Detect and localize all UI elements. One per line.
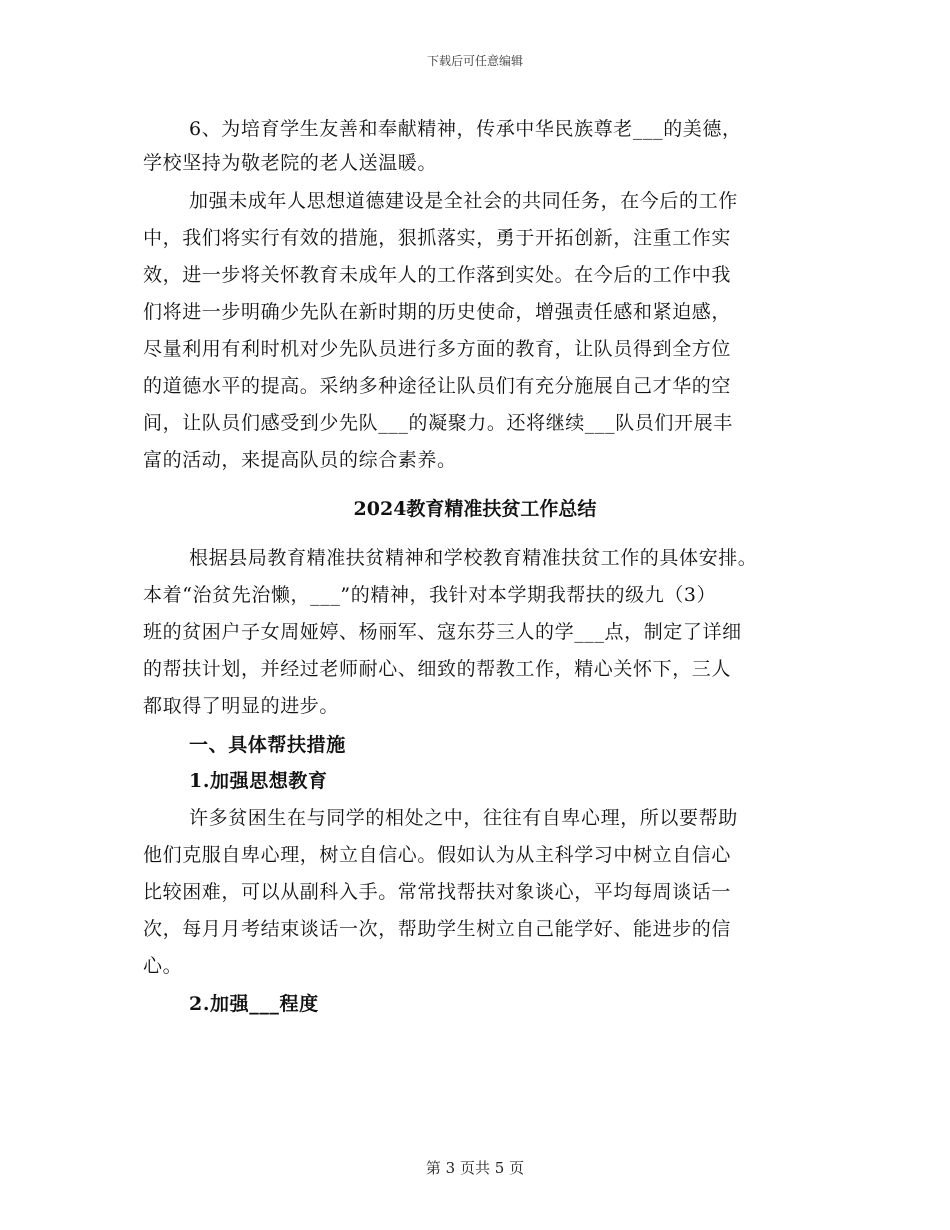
heading-specific-measures: 一、具体帮扶措施: [189, 734, 346, 756]
paragraph-line: 的帮扶计划，并经过老师耐心、细致的帮教工作，精心关怀下，三人: [143, 658, 732, 680]
paragraph-line: 的道德水平的提高。采纳多种途径让队员们有充分施展自己才华的空: [143, 375, 732, 397]
paragraph-line: 学校坚持为敬老院的老人送温暖。: [143, 152, 438, 174]
paragraph-line: 6、为培育学生友善和奉献精神，传承中华民族尊老___的美德，: [189, 118, 742, 140]
page-header: 下载后可任意编辑: [426, 54, 523, 68]
paragraph-line: 心。: [143, 955, 183, 977]
paragraph-line: 富的活动，来提高队员的综合素养。: [143, 449, 457, 471]
paragraph-line: 间，让队员们感受到少先队___的凝聚力。还将继续___队员们开展丰: [143, 412, 733, 434]
paragraph-line: 许多贫困生在与同学的相处之中，往往有自卑心理，所以要帮助: [189, 807, 738, 829]
paragraph-line: 尽量利用有利时机对少先队员进行多方面的教育，让队员得到全方位: [143, 338, 732, 360]
paragraph-line: 比较困难，可以从副科入手。常常找帮扶对象谈心，平均每周谈话一: [143, 881, 732, 903]
page-footer: 第 3 页共 5 页: [425, 1159, 525, 1177]
paragraph-line: 都取得了明显的进步。: [143, 695, 340, 717]
paragraph-line: 本着“治贫先治懒，___”的精神，我针对本学期我帮扶的级九（3）: [143, 584, 717, 606]
paragraph-line: 根据县局教育精准扶贫精神和学校教育精准扶贫工作的具体安排。: [189, 547, 758, 569]
paragraph-line: 次，每月月考结束谈话一次，帮助学生树立自己能学好、能进步的信: [143, 918, 732, 940]
paragraph-line: 加强未成年人思想道德建设是全社会的共同任务，在今后的工作: [189, 190, 738, 212]
paragraph-line: 效，进一步将关怀教育未成年人的工作落到实处。在今后的工作中我: [143, 264, 732, 286]
paragraph-line: 中，我们将实行有效的措施，狠抓落实，勇于开拓创新，注重工作实: [143, 227, 732, 249]
subheading-ideology-education: 1.加强思想教育: [189, 770, 328, 792]
paragraph-line: 他们克服自卑心理，树立自信心。假如认为从主科学习中树立自信心: [143, 844, 732, 866]
subheading-strengthen-degree: 2.加强___程度: [189, 993, 319, 1015]
paragraph-line: 们将进一步明确少先队在新时期的历史使命，增强责任感和紧迫感，: [143, 301, 732, 323]
paragraph-line: 班的贫困户子女周娅婷、杨丽军、寇东芬三人的学___点，制定了详细: [143, 621, 742, 643]
section-title: 2024教育精准扶贫工作总结: [353, 498, 597, 520]
